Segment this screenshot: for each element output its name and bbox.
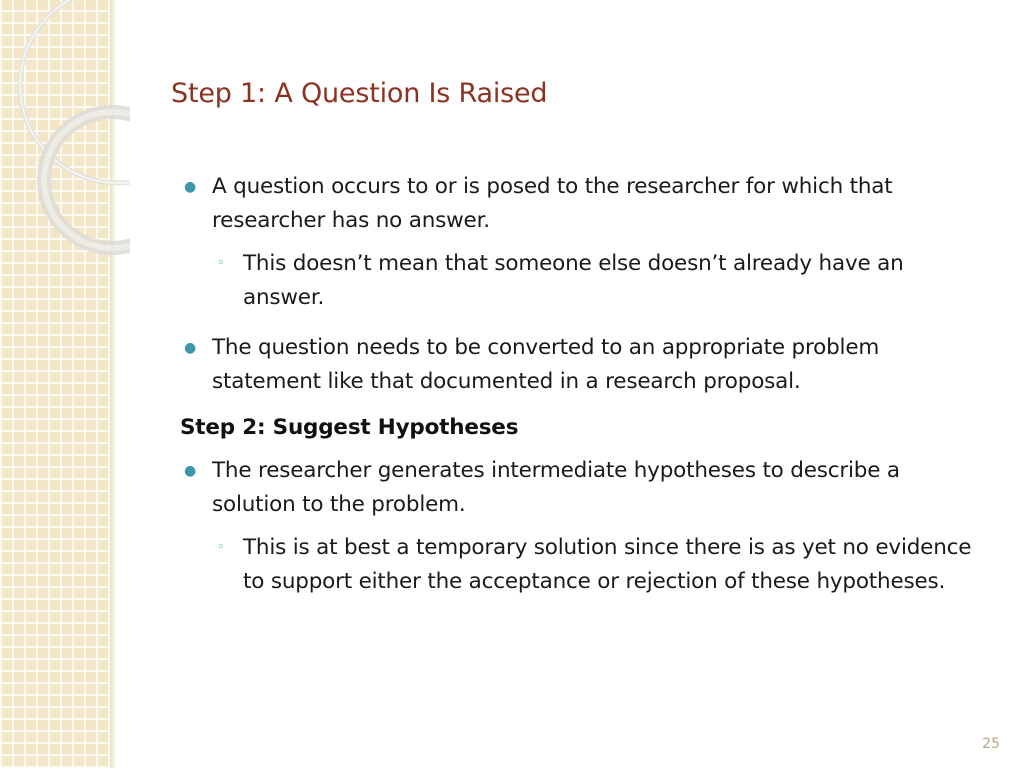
sub-bullet-icon: ◦ <box>217 540 225 555</box>
bullet-text: The researcher generates intermediate hypotheses to describe a solution to the problem. <box>212 458 900 517</box>
decorative-circles-icon <box>0 0 130 270</box>
sub-bullet-text: This doesn’t mean that someone else doesn’t already have an answer. <box>243 251 904 310</box>
bullet-item <box>180 170 990 238</box>
sub-bullet-item <box>180 247 990 315</box>
bullet-icon: ● <box>184 179 197 195</box>
sub-bullet-icon: ◦ <box>217 256 225 271</box>
bullet-icon: ● <box>184 463 197 479</box>
bullet-item <box>180 454 990 522</box>
sub-bullet-item <box>180 531 990 599</box>
sub-bullet-text: This is at best a temporary solution since there is as yet no evidence to support either the acceptance or rejection of these hypotheses. <box>243 535 972 594</box>
section-heading: Step 2: Suggest Hypotheses <box>180 415 519 440</box>
bullet-item <box>180 331 990 399</box>
slide-title: Step 1: A Question Is Raised <box>171 78 548 109</box>
bullet-text: The question needs to be converted to an appropriate problem statement like that documented in a research proposal. <box>212 335 880 394</box>
bullet-icon: ● <box>184 340 197 356</box>
slide-content <box>180 170 990 599</box>
page-number: 25 <box>982 736 1000 752</box>
bullet-text: A question occurs to or is posed to the researcher for which that researcher has no answer. <box>212 174 893 233</box>
